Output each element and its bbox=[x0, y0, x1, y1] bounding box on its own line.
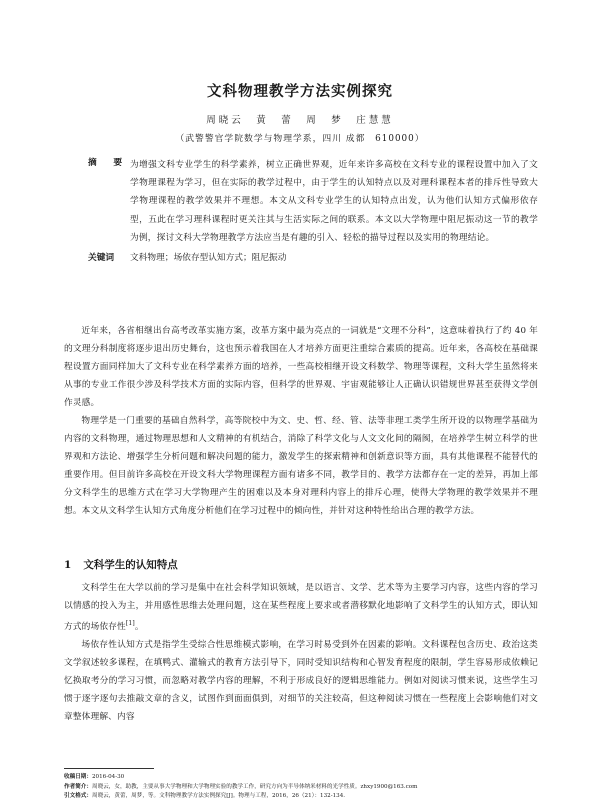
abstract-text: 为增强文科专业学生的科学素养，树立正确世界观，近年来许多高校在文科专业的课程设置中加入了文学物理课程为学习，但在实际的教学过程中，由于学生的认知特点以及对理科课程本者的排斥性导致大学物理课程的教学效果并不理想。本文从文科专业学生的认知特点出发，认为他们认知方式偏形依存型，五此在学习理科课程时更关注其与生活实际之间的联系。本文以大学物理中阻尼振动这一节的教学为例，探讨文科大学物理教学方法应当是有趣的引入、轻松的描导过程以及实用的物理结论。 bbox=[130, 160, 538, 243]
section-1-heading bbox=[64, 557, 178, 572]
footnote-author bbox=[64, 783, 544, 793]
intro-paragraph-1: 近年来，各省相继出台高考改革实施方案，改革方案中最为亮点的一词就是“文理不分科”，这意味着执行了约 40 年的文理分科制度将逐步退出历史舞台，这也预示着我国在人才培养方面更注重综合素质的提高。近年来，各高校在基础课程设置方面同样加大了文科专业在科学素养方面的培养，一些高校相继开设文科数学、物理等课程，文科大学生虽然将来从事的专业工作很少涉及科学技术方面的实际内容，但科学的世界观、宇宙观能够让人正确认识错规世界甚至获得文学创作灵感。 bbox=[64, 326, 538, 408]
footnote-received bbox=[64, 773, 544, 783]
section-1-paragraph-1 bbox=[64, 579, 538, 636]
keywords-label: 关键词 bbox=[88, 253, 115, 264]
footnote-citation bbox=[64, 792, 544, 801]
keywords-text: 文科物理；场依存型认知方式；阻尼振动 bbox=[130, 253, 287, 264]
intro-paragraph-2: 物理学是一门重要的基础自然科学，高等院校中为文、史、哲、经、管、法等非理工类学生所开设的以物理学基础为内容的文科物理，通过物理思想和人文精神的有机结合，消除了科学文化与人文文化间的隔阂，在培养学生树立科学的世界观和方法论、增强学生分析问题和解决问题的能力，激发学生的探索精神和创新意识等方面，具有其他课程不能替代的重要作用。但目前许多高校在开设文科大学物理课程方面有诸多不同，教学目的、教学方法都存在一定的差异，再加上部分文科学生的思维方式在学习大学物理产生的困难以及本身对理科内容上的排斥心理，使得大学物理的教学效果并不理想。本文从文科学生认知方式角度分析他们在学习过程中的倾向性，并针对这种特性给出合理的教学方法。 bbox=[64, 416, 538, 516]
section-1-paragraph-2: 场依存性认知方式是指学生受综合性思维模式影响，在学习时易受到外在因素的影响。文科课程包含历史、政治这类文学叙述较多课程，在填鸭式、灌输式的教育方法引导下，同时受知识结构和心智发育程度的限制，学生容易形成依赖记忆换取考分的学习习惯，而忽略对教学内容的理解，不利于形成良好的逻辑思维能力。例如对阅读习惯来说，这些学生习惯于逐字逐句去推敲文章的含义，试图作到面面俱到，对细节的关注较高，但这种阅读习惯在一些程度上会影响他们对文章整体理解、内容 bbox=[64, 639, 538, 722]
citation-marker: [1] bbox=[125, 620, 135, 627]
author-bio: 周晓云，女，助教，主要从事大学物理和大学物理实验的教学工作，研究方向为半导体纳米材料的光学性质。zhxy1900@163.com bbox=[91, 783, 418, 790]
received-label: 收稿日期： bbox=[64, 774, 92, 780]
abstract-block bbox=[88, 156, 538, 263]
abstract-label: 摘 要 bbox=[88, 158, 127, 168]
footnote-divider bbox=[64, 768, 154, 769]
section-1-paragraph-1-text: 文科学生在大学以前的学习是集中在社会科学知识领域，是以语言、文学、艺术等为主要学习内容，这些内容的学习以情感的投入为主，并用感性思维去处理问题，这在某些程度上要求或者潜移默化地影响了文科学生的认知方式，即认知方式的场依存性 bbox=[64, 583, 538, 632]
author-label: 作者简介： bbox=[64, 783, 92, 790]
received-date: 2016-04-30 bbox=[91, 774, 125, 780]
cite-label: 引文格式： bbox=[64, 793, 92, 799]
section-1-paragraph-1-end: 。 bbox=[134, 621, 144, 632]
paper-affiliation: （武警警官学院数学与物理学系，四川 成都 610000） bbox=[175, 134, 425, 144]
introduction bbox=[64, 322, 538, 520]
cite-text: 周晓云，黄蕾，周梦，等。文科物理教学方法实例探究[J]。物理与工程，2016，26（21）：132-134. bbox=[91, 793, 346, 799]
section-1-number: 1 bbox=[64, 559, 72, 571]
paper-title: 文科物理教学方法实例探究 bbox=[207, 83, 393, 100]
section-1-title: 文科学生的认知特点 bbox=[83, 559, 178, 571]
paper-authors: 周晓云 黄 蕾 周 梦 庄慧慧 bbox=[206, 115, 394, 126]
section-1-body bbox=[64, 579, 538, 726]
footnotes bbox=[64, 773, 544, 801]
